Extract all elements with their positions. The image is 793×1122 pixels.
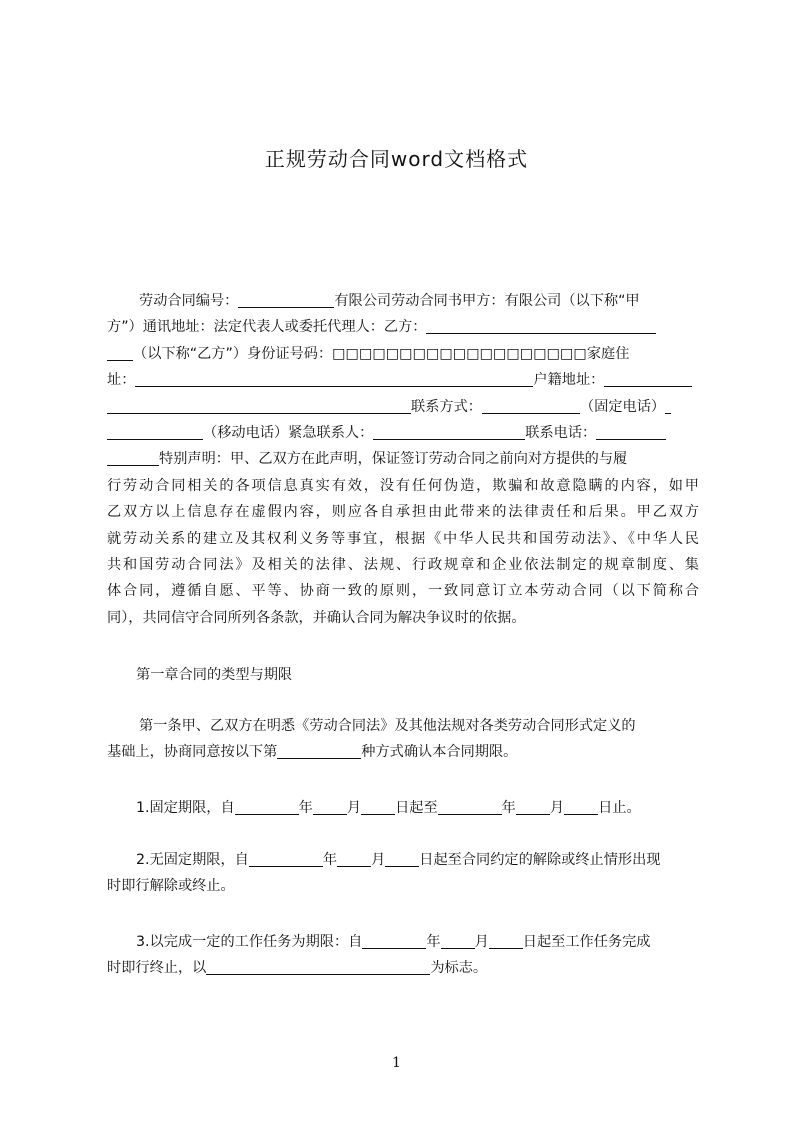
blank-start-day[interactable]: [489, 931, 523, 949]
line-address: [107, 314, 699, 340]
line-id-number: [107, 341, 699, 367]
blank-home-address[interactable]: [135, 369, 533, 387]
blank-start-month[interactable]: [441, 931, 475, 949]
label-home-address: 家庭住: [586, 345, 630, 362]
label-month: 月: [474, 934, 489, 950]
line-home-address: [107, 367, 699, 393]
label-home-address-cont: 址：: [107, 372, 136, 389]
label-contract-number: 劳动合同编号：: [139, 293, 239, 309]
blank-emergency-contact[interactable]: [373, 422, 525, 440]
label-day-end: 日止。: [598, 800, 641, 816]
text-as-marker: 为标志。: [430, 960, 488, 976]
line-contact: [107, 394, 699, 420]
blank-mobile[interactable]: [107, 422, 203, 440]
blank-end-year[interactable]: [438, 797, 502, 815]
blank-start-month[interactable]: [313, 797, 347, 815]
line-emergency-contact: [107, 420, 699, 446]
blank-landline[interactable]: [482, 396, 580, 414]
label-month: 月: [549, 800, 565, 816]
text-agree: 基础上，协商同意按以下第: [107, 744, 278, 761]
blank-end-month[interactable]: [516, 797, 550, 815]
label-id-number: （以下称“乙方”）身份证号码：: [133, 345, 333, 362]
line-declaration: [107, 446, 699, 472]
text-terminate: 时即行终止，以: [107, 960, 207, 976]
text-line: 行劳动合同相关的各项信息真实有效，没有任何伪造，欺骗和故意隐瞒的内容，如甲: [107, 477, 699, 494]
option-task-term-line1: [136, 929, 650, 955]
option-open-term-line1: [136, 847, 660, 873]
label-task-term: 3.以完成一定的工作任务为期限：自: [136, 934, 363, 950]
label-emergency-contact: （移动电话）紧急联系人：: [203, 424, 374, 441]
blank-landline-end[interactable]: [665, 396, 671, 414]
intro-paragraph: [107, 288, 699, 631]
text-party-a: 有限公司劳动合同书甲方：有限公司（以下称“甲: [334, 293, 640, 309]
id-number-boxes[interactable]: □□□□□□□□□□□□□□□□□□□: [332, 345, 587, 362]
article-one-line1: 第一条甲、乙双方在明悉《劳动合同法》及其他法规对各类劳动合同形式定义的: [139, 718, 636, 734]
label-household-address: 户籍地址：: [533, 372, 605, 389]
label-year: 年: [501, 800, 516, 816]
label-open-term: 2.无固定期限，自: [136, 852, 249, 868]
option-task-term: [107, 929, 651, 981]
label-year: 年: [426, 934, 441, 950]
line-contract-number: [107, 288, 699, 314]
blank-start-day[interactable]: [361, 797, 395, 815]
blank-household-address[interactable]: [604, 369, 692, 387]
blank-task-marker[interactable]: [206, 957, 430, 975]
option-open-term-line2: 时即行解除或终止。: [107, 878, 235, 894]
article-one-line2: [107, 739, 699, 765]
blank-start-year[interactable]: [249, 849, 323, 867]
text-termination: 日起至合同约定的解除或终止情形出现: [419, 852, 661, 868]
blank-contract-number[interactable]: [238, 290, 334, 308]
document-title: 正规劳动合同word文档格式: [264, 147, 529, 171]
blank-start-year[interactable]: [235, 797, 299, 815]
blank-party-b[interactable]: [426, 316, 656, 334]
label-day-until: 日起至: [395, 800, 438, 816]
label-month: 月: [346, 800, 362, 816]
blank-end-day[interactable]: [564, 797, 598, 815]
text-line: 乙双方以上信息存在虚假内容，则应各自承担由此带来的法律责任和后果。甲乙双方: [107, 504, 699, 521]
blank-start-day[interactable]: [385, 849, 419, 867]
option-fixed-term: [136, 795, 641, 821]
text-line: 体合同，遵循自愿、平等、协商一致的原则，一致同意订立本劳动合同（以下简称合: [107, 583, 699, 600]
label-landline: （固定电话）: [579, 398, 666, 415]
text-line: 就劳动关系的建立及其权利义务等事宜，根据《中华人民共和国劳动法》、《中华人民: [107, 530, 699, 547]
blank-start-month[interactable]: [337, 849, 371, 867]
label-month: 月: [371, 852, 386, 868]
page-number: 1: [392, 1055, 401, 1071]
chapter-heading: 第一章合同的类型与期限: [136, 667, 293, 683]
blank-household-address-cont[interactable]: [107, 396, 411, 414]
label-contact-phone: 联系电话：: [525, 424, 597, 441]
label-fixed-term: 1.固定期限，自: [136, 800, 235, 816]
text-line: 同），共同信守合同所列各条款，并确认合同为解决争议时的依据。: [107, 609, 526, 626]
blank-start-year[interactable]: [362, 931, 426, 949]
label-contact: 联系方式：: [411, 398, 482, 415]
text-task-complete: 日起至工作任务完成: [522, 934, 651, 950]
option-task-term-line2: [107, 955, 650, 981]
label-year: 年: [322, 852, 338, 868]
text-line: 共和国劳动合同法》及相关的法律、法规、行政规章和企业依法制定的规章制度、集: [107, 556, 699, 573]
blank-contact-phone[interactable]: [596, 422, 666, 440]
blank-contact-phone-cont[interactable]: [107, 448, 159, 466]
blank-term-option[interactable]: [277, 741, 361, 759]
text-declaration: 特别声明：甲、乙双方在此声明，保证签订劳动合同之前向对方提供的与履: [159, 451, 628, 468]
text-confirm-term: 种方式确认本合同期限。: [361, 744, 518, 761]
option-open-term: [107, 847, 661, 899]
label-address: 方”）通讯地址：法定代表人或委托代理人：乙方：: [107, 319, 427, 336]
blank-party-b-cont[interactable]: [107, 343, 133, 361]
article-one: [107, 713, 699, 766]
label-year: 年: [298, 800, 313, 816]
